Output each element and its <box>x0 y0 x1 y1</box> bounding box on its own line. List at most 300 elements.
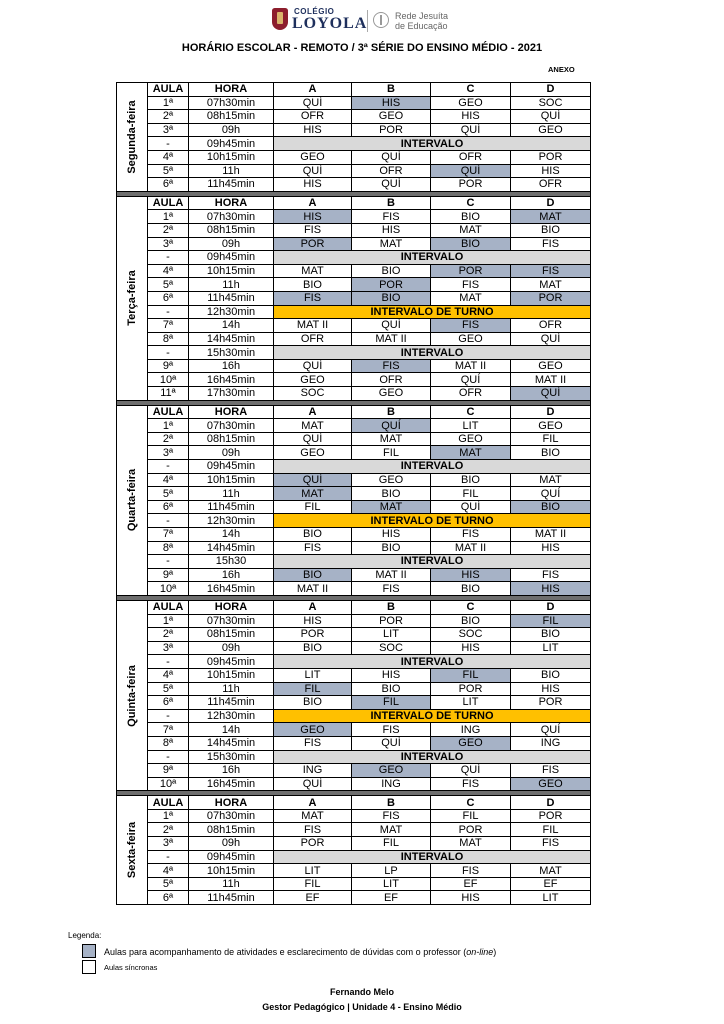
hora-cell: 11h <box>189 877 274 891</box>
loyola-shield-icon <box>272 8 288 30</box>
hora-cell: 16h <box>189 568 274 582</box>
column-header: D <box>511 405 591 419</box>
column-header: C <box>431 196 511 210</box>
subject-cell: MAT II <box>274 319 352 333</box>
subject-cell: MAT <box>511 278 591 292</box>
hora-cell: 14h <box>189 528 274 542</box>
table-row <box>117 850 591 864</box>
subject-cell: HIS <box>274 178 352 192</box>
day-label-cell <box>117 796 148 905</box>
hora-cell: 16h45min <box>189 373 274 387</box>
hora-cell: 08h15min <box>189 823 274 837</box>
subject-cell: OFR <box>274 110 352 124</box>
aula-cell: 3ª <box>148 837 189 851</box>
table-row <box>117 568 591 582</box>
rede-jesuita-text <box>395 11 448 31</box>
hora-cell: 09h <box>189 123 274 137</box>
subject-cell: MAT <box>511 864 591 878</box>
subject-cell: QUÍ <box>511 332 591 346</box>
table-row <box>117 373 591 387</box>
hora-cell: 11h45min <box>189 500 274 514</box>
subject-cell: POR <box>352 614 431 628</box>
aula-cell: 2ª <box>148 823 189 837</box>
aula-cell: 3ª <box>148 237 189 251</box>
subject-cell: MAT II <box>511 373 591 387</box>
subject-cell: GEO <box>431 332 511 346</box>
column-header: C <box>431 405 511 419</box>
subject-cell: BIO <box>352 291 431 305</box>
annex-label: ANEXO <box>548 65 575 74</box>
subject-cell: FIL <box>511 432 591 446</box>
aula-cell: 5ª <box>148 877 189 891</box>
subject-cell: FIS <box>511 837 591 851</box>
subject-cell: ING <box>431 723 511 737</box>
aula-cell: 1ª <box>148 614 189 628</box>
intervalo-cell: INTERVALO <box>274 555 591 569</box>
aula-cell: 6ª <box>148 696 189 710</box>
table-row <box>117 777 591 791</box>
table-row <box>117 823 591 837</box>
hora-cell: 08h15min <box>189 110 274 124</box>
subject-cell: FIL <box>352 837 431 851</box>
table-row <box>117 278 591 292</box>
column-header: HORA <box>189 796 274 810</box>
subject-cell: MAT <box>511 473 591 487</box>
hora-cell: 07h30min <box>189 809 274 823</box>
subject-cell: SOC <box>274 387 352 401</box>
subject-cell: MAT <box>511 210 591 224</box>
hora-cell: 10h15min <box>189 150 274 164</box>
subject-cell: OFR <box>511 319 591 333</box>
hora-cell: 14h45min <box>189 332 274 346</box>
subject-cell: GEO <box>431 736 511 750</box>
hora-cell: 16h <box>189 764 274 778</box>
table-row <box>117 359 591 373</box>
table-row <box>117 264 591 278</box>
table-row <box>117 696 591 710</box>
table-row <box>117 668 591 682</box>
table-row <box>117 514 591 528</box>
hora-cell: 11h <box>189 278 274 292</box>
table-row <box>117 223 591 237</box>
subject-cell: HIS <box>352 528 431 542</box>
table-row <box>117 655 591 669</box>
subject-cell: GEO <box>274 150 352 164</box>
aula-cell: 10ª <box>148 582 189 596</box>
subject-cell: ING <box>274 764 352 778</box>
subject-cell: MAT <box>352 500 431 514</box>
aula-cell: 1ª <box>148 96 189 110</box>
hora-cell: 11h <box>189 487 274 501</box>
table-row <box>117 291 591 305</box>
aula-cell: 3ª <box>148 641 189 655</box>
subject-cell: OFR <box>431 150 511 164</box>
subject-cell: FIS <box>511 237 591 251</box>
table-row <box>117 123 591 137</box>
subject-cell: LIT <box>431 696 511 710</box>
subject-cell: FIL <box>431 668 511 682</box>
subject-cell: QUÍ <box>431 164 511 178</box>
subject-cell: LIT <box>274 668 352 682</box>
column-header: AULA <box>148 405 189 419</box>
aula-cell: 4ª <box>148 668 189 682</box>
aula-cell: 7ª <box>148 723 189 737</box>
aula-cell: 5ª <box>148 164 189 178</box>
subject-cell: POR <box>511 696 591 710</box>
aula-cell: - <box>148 460 189 474</box>
subject-cell: FIS <box>274 823 352 837</box>
aula-cell: 4ª <box>148 473 189 487</box>
table-row <box>117 473 591 487</box>
subject-cell: MAT <box>274 487 352 501</box>
table-row <box>117 614 591 628</box>
column-header: A <box>274 600 352 614</box>
subject-cell: FIS <box>274 223 352 237</box>
hora-cell: 11h45min <box>189 291 274 305</box>
subject-cell: GEO <box>511 777 591 791</box>
column-header: A <box>274 196 352 210</box>
day-label-cell <box>117 196 148 400</box>
hora-cell: 14h45min <box>189 736 274 750</box>
aula-cell: - <box>148 750 189 764</box>
column-header: B <box>352 796 431 810</box>
subject-cell: FIL <box>352 696 431 710</box>
aula-cell: 8ª <box>148 736 189 750</box>
aula-cell: 3ª <box>148 446 189 460</box>
hora-cell: 12h30min <box>189 514 274 528</box>
subject-cell: FIL <box>274 500 352 514</box>
header-row <box>117 196 591 210</box>
table-row <box>117 641 591 655</box>
hora-cell: 07h30min <box>189 210 274 224</box>
header-logos <box>0 4 724 34</box>
subject-cell: QUÍ <box>352 419 431 433</box>
table-row <box>117 837 591 851</box>
aula-cell: 9ª <box>148 359 189 373</box>
column-header: B <box>352 83 431 97</box>
subject-cell: HIS <box>274 123 352 137</box>
logo-divider <box>367 10 368 32</box>
hora-cell: 15h30 <box>189 555 274 569</box>
subject-cell: POR <box>511 809 591 823</box>
column-header: HORA <box>189 600 274 614</box>
subject-cell: FIS <box>431 319 511 333</box>
subject-cell: BIO <box>511 668 591 682</box>
table-row <box>117 628 591 642</box>
subject-cell: QUÍ <box>352 150 431 164</box>
table-row <box>117 332 591 346</box>
table-row <box>117 528 591 542</box>
aula-cell: 1ª <box>148 210 189 224</box>
subject-cell: MAT <box>431 291 511 305</box>
hora-cell: 14h45min <box>189 541 274 555</box>
subject-cell: GEO <box>431 432 511 446</box>
aula-cell: - <box>148 514 189 528</box>
aula-cell: - <box>148 850 189 864</box>
subject-cell: FIL <box>352 446 431 460</box>
table-row <box>117 500 591 514</box>
intervalo-cell: INTERVALO <box>274 850 591 864</box>
table-row <box>117 319 591 333</box>
aula-cell: 1ª <box>148 809 189 823</box>
subject-cell: HIS <box>352 668 431 682</box>
subject-cell: LIT <box>511 891 591 905</box>
subject-cell: LP <box>352 864 431 878</box>
subject-cell: POR <box>274 837 352 851</box>
subject-cell: BIO <box>352 264 431 278</box>
subject-cell: HIS <box>511 164 591 178</box>
subject-cell: GEO <box>352 473 431 487</box>
intervalo-turno-cell: INTERVALO DE TURNO <box>274 305 591 319</box>
subject-cell: GEO <box>511 359 591 373</box>
aula-cell: - <box>148 346 189 360</box>
subject-cell: GEO <box>274 723 352 737</box>
intervalo-cell: INTERVALO <box>274 750 591 764</box>
subject-cell: GEO <box>352 764 431 778</box>
aula-cell: 4ª <box>148 264 189 278</box>
subject-cell: BIO <box>511 223 591 237</box>
subject-cell: HIS <box>511 582 591 596</box>
subject-cell: MAT II <box>511 528 591 542</box>
subject-cell: BIO <box>511 628 591 642</box>
table-row <box>117 137 591 151</box>
subject-cell: MAT II <box>431 541 511 555</box>
subject-cell: EF <box>352 891 431 905</box>
logo-small-text: COLÉGIO <box>294 7 335 16</box>
subject-cell: BIO <box>511 446 591 460</box>
subject-cell: FIL <box>511 823 591 837</box>
subject-cell: GEO <box>511 419 591 433</box>
subject-cell: QUÍ <box>274 432 352 446</box>
subject-cell: FIS <box>352 809 431 823</box>
subject-cell: BIO <box>431 582 511 596</box>
column-header: AULA <box>148 196 189 210</box>
column-header: A <box>274 83 352 97</box>
subject-cell: FIL <box>511 614 591 628</box>
subject-cell: POR <box>431 264 511 278</box>
aula-cell: 4ª <box>148 864 189 878</box>
hora-cell: 09h45min <box>189 460 274 474</box>
intervalo-turno-cell: INTERVALO DE TURNO <box>274 514 591 528</box>
subject-cell: HIS <box>352 223 431 237</box>
aula-cell: 4ª <box>148 150 189 164</box>
hora-cell: 07h30min <box>189 96 274 110</box>
table-row <box>117 210 591 224</box>
table-row <box>117 387 591 401</box>
subject-cell: MAT II <box>274 582 352 596</box>
table-row <box>117 460 591 474</box>
column-header: AULA <box>148 600 189 614</box>
hora-cell: 09h <box>189 237 274 251</box>
hora-cell: 10h15min <box>189 264 274 278</box>
intervalo-cell: INTERVALO <box>274 346 591 360</box>
table-row <box>117 764 591 778</box>
subject-cell: QUÍ <box>274 777 352 791</box>
subject-cell: QUÍ <box>511 110 591 124</box>
day-label: Quarta-feira <box>126 469 138 532</box>
aula-cell: 7ª <box>148 319 189 333</box>
hora-cell: 11h <box>189 682 274 696</box>
hora-cell: 10h15min <box>189 473 274 487</box>
subject-cell: BIO <box>352 541 431 555</box>
column-header: HORA <box>189 196 274 210</box>
hora-cell: 09h <box>189 446 274 460</box>
rede-line2: de Educação <box>395 21 448 31</box>
intervalo-cell: INTERVALO <box>274 251 591 265</box>
intervalo-cell: INTERVALO <box>274 655 591 669</box>
column-header: A <box>274 405 352 419</box>
subject-cell: FIL <box>274 877 352 891</box>
subject-cell: SOC <box>431 628 511 642</box>
column-header: C <box>431 796 511 810</box>
legend-online-swatch <box>82 944 96 958</box>
hora-cell: 09h45min <box>189 251 274 265</box>
column-header: A <box>274 796 352 810</box>
intervalo-cell: INTERVALO <box>274 137 591 151</box>
column-header: C <box>431 83 511 97</box>
subject-cell: QUÍ <box>352 736 431 750</box>
header-row <box>117 83 591 97</box>
subject-cell: HIS <box>511 682 591 696</box>
subject-cell: QUÍ <box>431 373 511 387</box>
hora-cell: 14h <box>189 723 274 737</box>
legend-title: Legenda: <box>68 931 102 940</box>
column-header: HORA <box>189 83 274 97</box>
document-title: HORÁRIO ESCOLAR - REMOTO / 3ª SÉRIE DO ENSINO MÉDIO - 2021 <box>181 42 543 54</box>
table-row <box>117 178 591 192</box>
subject-cell: FIS <box>352 582 431 596</box>
subject-cell: FIS <box>274 736 352 750</box>
column-header: HORA <box>189 405 274 419</box>
subject-cell: HIS <box>274 210 352 224</box>
subject-cell: QUÍ <box>274 164 352 178</box>
signature-role: Gestor Pedagógico | Unidade 4 - Ensino Médio <box>262 1002 462 1012</box>
table-row <box>117 251 591 265</box>
subject-cell: FIS <box>274 541 352 555</box>
subject-cell: EF <box>511 877 591 891</box>
subject-cell: QUÍ <box>352 319 431 333</box>
subject-cell: FIS <box>352 359 431 373</box>
subject-cell: BIO <box>352 487 431 501</box>
subject-cell: GEO <box>511 123 591 137</box>
subject-cell: HIS <box>431 110 511 124</box>
subject-cell: POR <box>431 682 511 696</box>
column-header: D <box>511 796 591 810</box>
aula-cell: 10ª <box>148 373 189 387</box>
hora-cell: 09h45min <box>189 850 274 864</box>
aula-cell: 2ª <box>148 432 189 446</box>
column-header: D <box>511 600 591 614</box>
subject-cell: GEO <box>352 110 431 124</box>
table-row <box>117 446 591 460</box>
subject-cell: QUÍ <box>511 487 591 501</box>
column-header: AULA <box>148 83 189 97</box>
signature-name: Fernando Melo <box>329 987 394 997</box>
day-label-cell <box>117 600 148 790</box>
hora-cell: 12h30min <box>189 709 274 723</box>
subject-cell: MAT <box>274 809 352 823</box>
subject-cell: BIO <box>274 528 352 542</box>
subject-cell: MAT II <box>352 332 431 346</box>
subject-cell: LIT <box>431 419 511 433</box>
legend-sync-swatch <box>82 960 96 974</box>
subject-cell: MAT <box>431 837 511 851</box>
aula-cell: 2ª <box>148 628 189 642</box>
subject-cell: BIO <box>511 500 591 514</box>
aula-cell: - <box>148 555 189 569</box>
subject-cell: LIT <box>511 641 591 655</box>
table-row <box>117 750 591 764</box>
table-row <box>117 877 591 891</box>
hora-cell: 11h45min <box>189 696 274 710</box>
hora-cell: 11h45min <box>189 891 274 905</box>
aula-cell: 2ª <box>148 110 189 124</box>
aula-cell: - <box>148 655 189 669</box>
subject-cell: FIS <box>431 777 511 791</box>
aula-cell: - <box>148 305 189 319</box>
subject-cell: MAT <box>431 223 511 237</box>
table-row <box>117 305 591 319</box>
hora-cell: 09h <box>189 641 274 655</box>
aula-cell: 10ª <box>148 777 189 791</box>
aula-cell: 2ª <box>148 223 189 237</box>
subject-cell: FIS <box>431 528 511 542</box>
hora-cell: 08h15min <box>189 223 274 237</box>
table-row <box>117 709 591 723</box>
table-row <box>117 432 591 446</box>
subject-cell: OFR <box>511 178 591 192</box>
aula-cell: 5ª <box>148 682 189 696</box>
subject-cell: SOC <box>352 641 431 655</box>
table-row <box>117 164 591 178</box>
rede-jesuita-icon <box>373 12 389 28</box>
table-row <box>117 809 591 823</box>
subject-cell: LIT <box>274 864 352 878</box>
subject-cell: BIO <box>431 473 511 487</box>
subject-cell: QUÍ <box>352 178 431 192</box>
header-row <box>117 796 591 810</box>
legend-sync-text: Aulas síncronas <box>104 963 158 972</box>
aula-cell: 6ª <box>148 500 189 514</box>
rede-line1: Rede Jesuíta <box>395 11 449 21</box>
hora-cell: 10h15min <box>189 668 274 682</box>
subject-cell: FIS <box>431 278 511 292</box>
table-row <box>117 96 591 110</box>
hora-cell: 11h <box>189 164 274 178</box>
day-label-cell <box>117 83 148 192</box>
column-header: C <box>431 600 511 614</box>
subject-cell: HIS <box>274 614 352 628</box>
hora-cell: 08h15min <box>189 628 274 642</box>
subject-cell: LIT <box>352 628 431 642</box>
subject-cell: LIT <box>352 877 431 891</box>
subject-cell: EF <box>274 891 352 905</box>
subject-cell: MAT II <box>352 568 431 582</box>
subject-cell: QUÍ <box>511 723 591 737</box>
table-row <box>117 110 591 124</box>
subject-cell: MAT <box>352 237 431 251</box>
subject-cell: GEO <box>274 446 352 460</box>
subject-cell: FIS <box>511 764 591 778</box>
subject-cell: BIO <box>431 614 511 628</box>
subject-cell: POR <box>431 823 511 837</box>
day-label: Sexta-feira <box>126 822 138 879</box>
subject-cell: OFR <box>352 373 431 387</box>
hora-cell: 17h30min <box>189 387 274 401</box>
subject-cell: MAT <box>274 264 352 278</box>
hora-cell: 16h45min <box>189 582 274 596</box>
subject-cell: MAT <box>274 419 352 433</box>
